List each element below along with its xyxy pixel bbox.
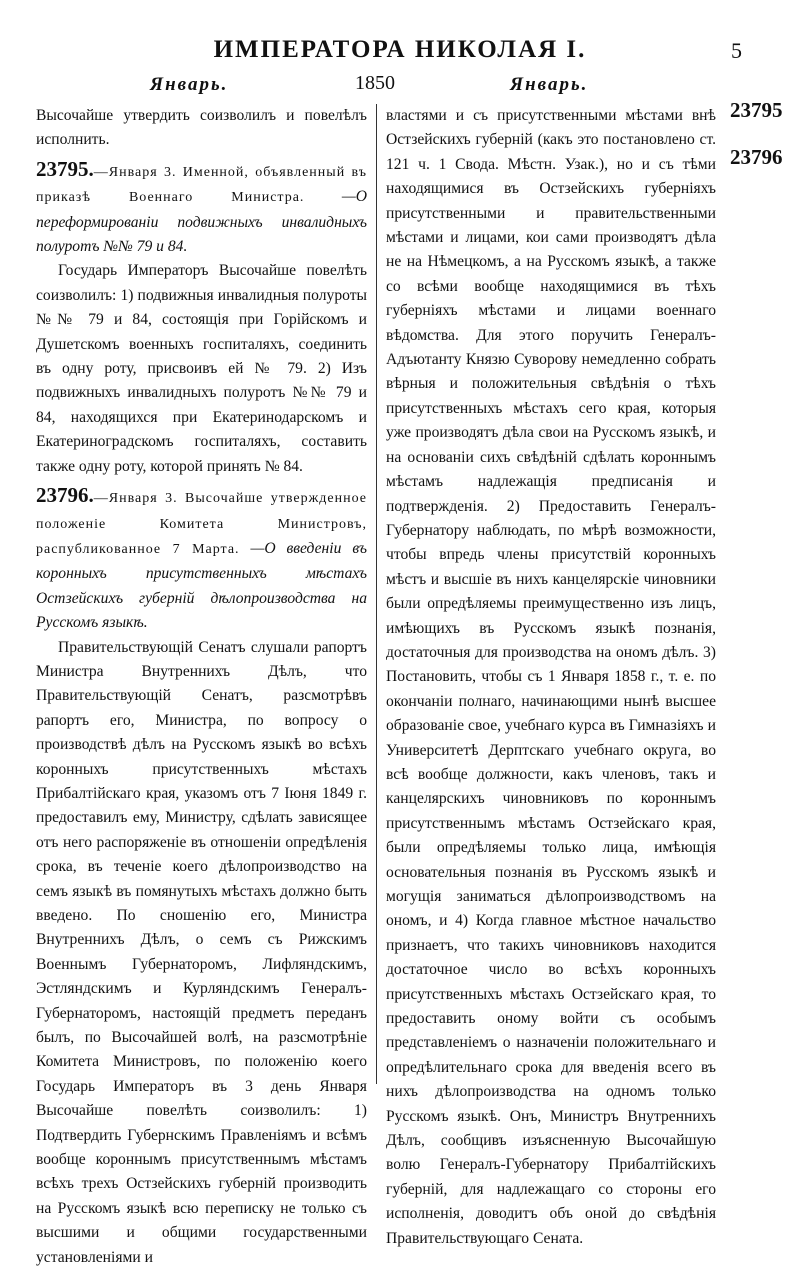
page-number: 5 <box>731 38 742 63</box>
month-right: Январь. <box>510 74 589 95</box>
entry-23796-continuation: властями и съ присутственными мѣстами внѣ Остзейскихъ губерній (какъ это постановлено ст. 121 ч. 1 Свода. Мѣстн. Узак.), но и съ тѣми находящимися въ Остзейскихъ губерніяхъ присутственными и правительственными мѣстами и лицами, кои сами производятъ дѣла не на Нѣмецкомъ, а на Русскомъ языкѣ, а также со всѣми вообще находящимися въ тѣхъ губерніяхъ мѣстами и лицами военнаго вѣдомства. Для этого поручить Генералъ-Адъютанту Князю Суворову немедленно собрать вѣрныя и положительныя свѣдѣнія о тѣхъ присутственныхъ мѣстахъ сего края, которыя уже производятъ дѣла свои на Русскомъ языкѣ, и на основаніи сихъ свѣдѣній сдѣлать короннымъ мѣстамъ надлежащія предписанія и подтвержденія. 2) Предоставить Генералъ-Губернатору наблюдать, по мѣрѣ возможности, чтобы впредь члены присутствій коронныхъ мѣстъ и высшіе въ нихъ канцелярскіе чиновники были опредѣляемы преимущественно изъ лицъ, имѣющихъ въ Русскомъ языкѣ познанія, достаточныя для производства на ономъ дѣлъ. 3) Постановить, чтобы съ 1 Января 1858 г., т. е. по окончаніи полнаго, начинающими нынѣ высшее образованіе свое, учебнаго курса въ Гимназіяхъ и Университетѣ Дерптскаго учебнаго округа, во всѣ вообще должности, какъ членовъ, такъ и канцелярскихъ чиновниковъ по короннымъ присутственнымъ мѣстамъ Остзейскаго края, были опредѣляемы только лица, имѣющія основательныя познанія въ Русскомъ языкѣ и могущія заниматься дѣлопроизводствомъ на ономъ, и 4) Когда главное мѣстное начальство признаетъ, что такихъ чиновниковъ находится достаточное число во всѣхъ коронныхъ присутственныхъ мѣстахъ Остзейскаго края, то предоставить оному войти съ особымъ представленіемъ о назначеніи положительнаго и опредѣлительнаго срока для введенія всего въ нихъ дѣлопроизводства на одномъ только Русскомъ языкѣ. Онъ, Министръ Внутреннихъ Дѣлъ, сообщивъ изъясненную Высочайшую волю Генералъ-Губернатору Прибалтійскихъ губерній, для надлежащаго со стороны его исполненія, доводитъ объ оной до свѣдѣнія Правительствующаго Сената. <box>386 107 716 1247</box>
entry-number: 23796. <box>36 483 94 508</box>
entry-23795-heading <box>36 157 367 260</box>
left-column <box>36 104 367 1270</box>
year: 1850 <box>355 72 395 94</box>
running-head-title: ИМПЕРАТОРА НИКОЛАЯ I. <box>213 36 587 63</box>
continuation-text: Высочайше утвердить соизволилъ и повелѣлъ исполнить. <box>36 107 367 149</box>
entry-number: 23795. <box>36 156 94 181</box>
right-column <box>386 104 716 1251</box>
entry-23795-body: Государь Императоръ Высочайше повелѣть соизволилъ: 1) подвижныя инвалидныя полуроты №№ 79 и 84, состоящія при Горійскомъ и Душетскомъ военныхъ госпиталяхъ, соединить въ одну роту, присвоивъ ей № 79. 2) Изъ подвижныхъ инвалидныхъ полуротъ №№ 79 и 84, находящихся при Екатеринодарскомъ и Екатериноградскомъ госпиталяхъ, составить также одну роту, которой принять № 84. <box>36 262 367 475</box>
margin-number-23795: 23795 <box>730 98 783 122</box>
column-divider <box>376 104 377 1084</box>
entry-heading-text: —Января 3. Высочайше утвержденное положеніе Комитета Министровъ, распубликованное 7 Марта. <box>36 491 367 557</box>
entry-title: —О введеніи въ коронныхъ присутственныхъ мѣстахъ Остзейскихъ губерній дѣлопроизводства на Русскомъ языкѣ. <box>36 539 367 632</box>
margin-number-23796: 23796 <box>730 145 783 169</box>
entry-heading-text: —Января 3. Именной, объявленный въ приказѣ Военнаго Министра. <box>36 164 367 206</box>
entry-23796-heading <box>36 483 367 635</box>
entry-23796-body: Правительствующій Сенатъ слушали рапортъ Министра Внутреннихъ Дѣлъ, что Правительствующій Сенатъ, разсмотрѣвъ рапортъ его, Министра, по вопросу о производствѣ дѣлъ на Русскомъ языкѣ во всѣхъ коронныхъ присутственныхъ мѣстахъ Прибалтійскаго края, указомъ отъ 7 Іюня 1849 г. предоставилъ ему, Министру, сдѣлать зависящее отъ него распоряженіе въ отношеніи опредѣленія срока, въ теченіе коего дѣлопроизводство на семъ языкѣ въ помянутыхъ мѣстахъ должно быть введено. По сношенію его, Министра Внутреннихъ Дѣлъ, о семъ съ Рижскимъ Военнымъ Губернаторомъ, Лифляндскимъ, Эстляндскимъ и Курляндскимъ Генералъ-Губернаторомъ, настоящій предметъ переданъ былъ, по Высочайшей волѣ, на разсмотрѣніе Комитета Министровъ, по положенію коего Государь Императоръ въ 3 день Января Высочайше повелѣть соизволилъ: 1) Подтвердить Губернскимъ Правленіямъ и всѣмъ вообще короннымъ присутственнымъ мѣстамъ всѣхъ трехъ Остзейскихъ губерній производить на Русскомъ языкѣ всю переписку не только съ высшими и общими государственными установленіями и <box>36 638 367 1266</box>
entry-title: —О переформированіи подвижныхъ инвалидныхъ полуротъ №№ 79 и 84. <box>36 188 367 256</box>
month-left: Январь. <box>150 74 229 95</box>
